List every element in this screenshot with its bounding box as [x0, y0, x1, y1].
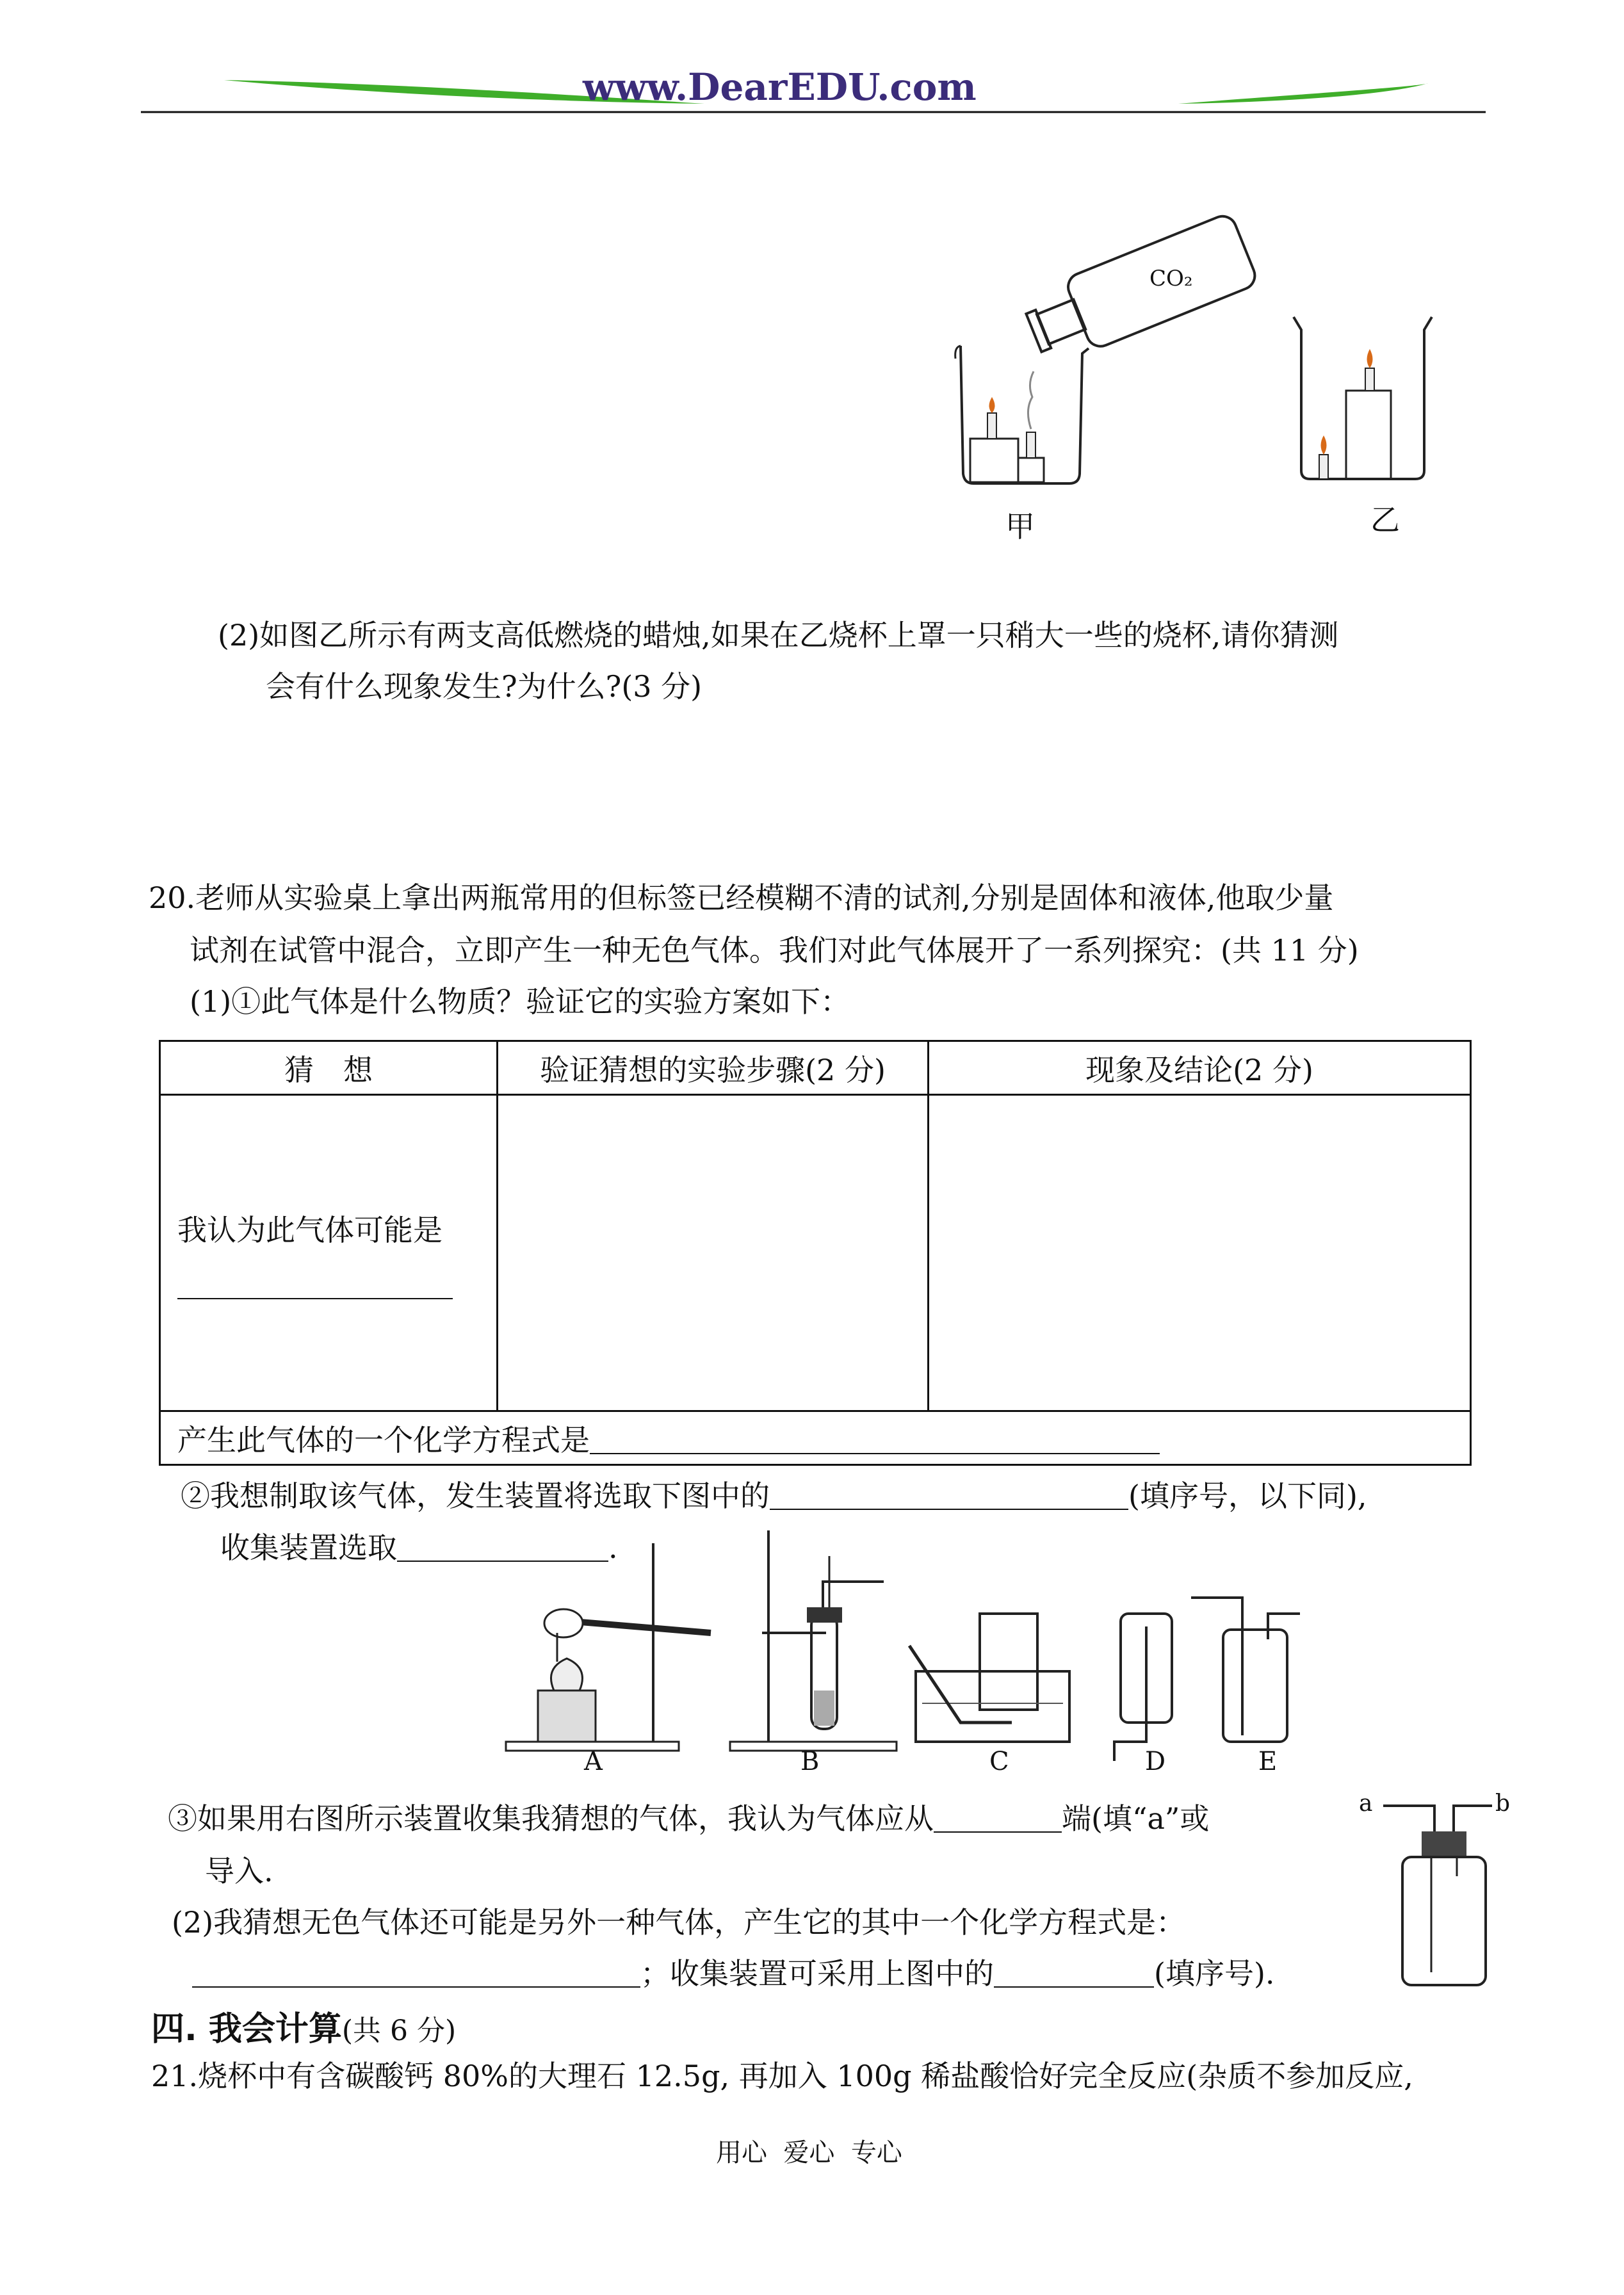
- apparatus-figure: [499, 1530, 1332, 1767]
- section-4-heading: [151, 2002, 456, 2050]
- q20-2-note: (填序号，以下同),: [1128, 1479, 1367, 1513]
- q20-2-text: ②我想制取该气体，发生装置将选取下图中的: [181, 1479, 770, 1513]
- q19-2-line1: (2)如图乙所示有两支高低燃烧的蜡烛,如果在乙烧杯上罩一只稍大一些的烧杯,请你猜测: [218, 618, 1339, 653]
- generator-blank[interactable]: [770, 1477, 1128, 1510]
- steps-cell[interactable]: [498, 1095, 929, 1411]
- q20-3-text: ③如果用右图所示装置收集我猜想的气体，我认为气体应从: [168, 1801, 934, 1836]
- co2-label: CO₂: [1149, 266, 1193, 291]
- q19-2-line2: 会有什么现象发生?为什么?(3 分): [266, 669, 702, 704]
- section-4-points: (共 6 分): [341, 2015, 457, 2047]
- apparatus-label-c: C: [989, 1747, 1009, 1776]
- apparatus-label-e: E: [1258, 1747, 1278, 1776]
- apparatus-label-b: B: [800, 1747, 820, 1776]
- q20-b-note: (填序号).: [1154, 1956, 1275, 1991]
- figure-label-jia: 甲: [1005, 509, 1035, 544]
- section-4-title: 四. 我会计算: [151, 2010, 342, 2048]
- period: .: [608, 1530, 618, 1565]
- q20-line2: 试剂在试管中混合，立即产生一种无色气体。我们对此气体展开了一系列探究：(共 11 分): [190, 933, 1359, 968]
- guess-cell: [160, 1095, 498, 1411]
- gas-bottle-figure: [1364, 1793, 1511, 1998]
- apparatus-label-d: D: [1145, 1747, 1166, 1776]
- result-cell[interactable]: [929, 1095, 1471, 1411]
- q20-line3: (1)①此气体是什么物质？验证它的实验方案如下：: [190, 984, 850, 1019]
- q20-3-line1: [168, 1798, 1209, 1839]
- port-blank[interactable]: [934, 1799, 1062, 1833]
- q20-line1: 20.老师从实验桌上拿出两瓶常用的但标签已经模糊不清的试剂,分别是固体和液体,他取少量: [149, 880, 1334, 915]
- q20-3-line2: 导入.: [205, 1854, 273, 1888]
- equation-blank[interactable]: [590, 1421, 1160, 1454]
- equation-label: 产生此气体的一个化学方程式是: [177, 1422, 590, 1457]
- q20-2-line1: [181, 1475, 1367, 1516]
- q20-b-line2: [192, 1953, 1275, 1994]
- equation2-blank[interactable]: [192, 1954, 640, 1988]
- guess-blank[interactable]: [177, 1275, 453, 1299]
- port-a-label: a: [1359, 1790, 1373, 1817]
- guess-text: 我认为此气体可能是: [177, 1212, 443, 1247]
- collect-label: 收集装置选取: [220, 1530, 397, 1565]
- collector2-blank[interactable]: [994, 1954, 1154, 1988]
- table-header-guess: 猜 想: [160, 1041, 498, 1095]
- site-logo: www.DearEDU.com: [583, 65, 977, 109]
- table-header-steps: 验证猜想的实验步骤(2 分): [498, 1041, 929, 1095]
- q20-b-line1: (2)我猜想无色气体还可能是另外一种气体，产生它的其中一个化学方程式是：: [172, 1905, 1186, 1940]
- q20-b-mid: ；收集装置可采用上图中的: [640, 1956, 994, 1991]
- port-b-label: b: [1495, 1790, 1511, 1817]
- apparatus-label-a: A: [584, 1747, 603, 1776]
- table-header-result: 现象及结论(2 分): [929, 1041, 1471, 1095]
- equation-row: [160, 1411, 1471, 1465]
- page-footer: 用心 爱心 专心: [716, 2138, 902, 2168]
- q21-line1: 21.烧杯中有含碳酸钙 80%的大理石 12.5g, 再加入 100g 稀盐酸恰好完全反应(杂质不参加反应,: [151, 2059, 1413, 2093]
- figure-label-yi: 乙: [1370, 503, 1400, 537]
- q20-3-note: 端(填“a”或: [1062, 1801, 1210, 1836]
- candle-experiment-figure: [948, 205, 1460, 487]
- experiment-table: [159, 1040, 1472, 1466]
